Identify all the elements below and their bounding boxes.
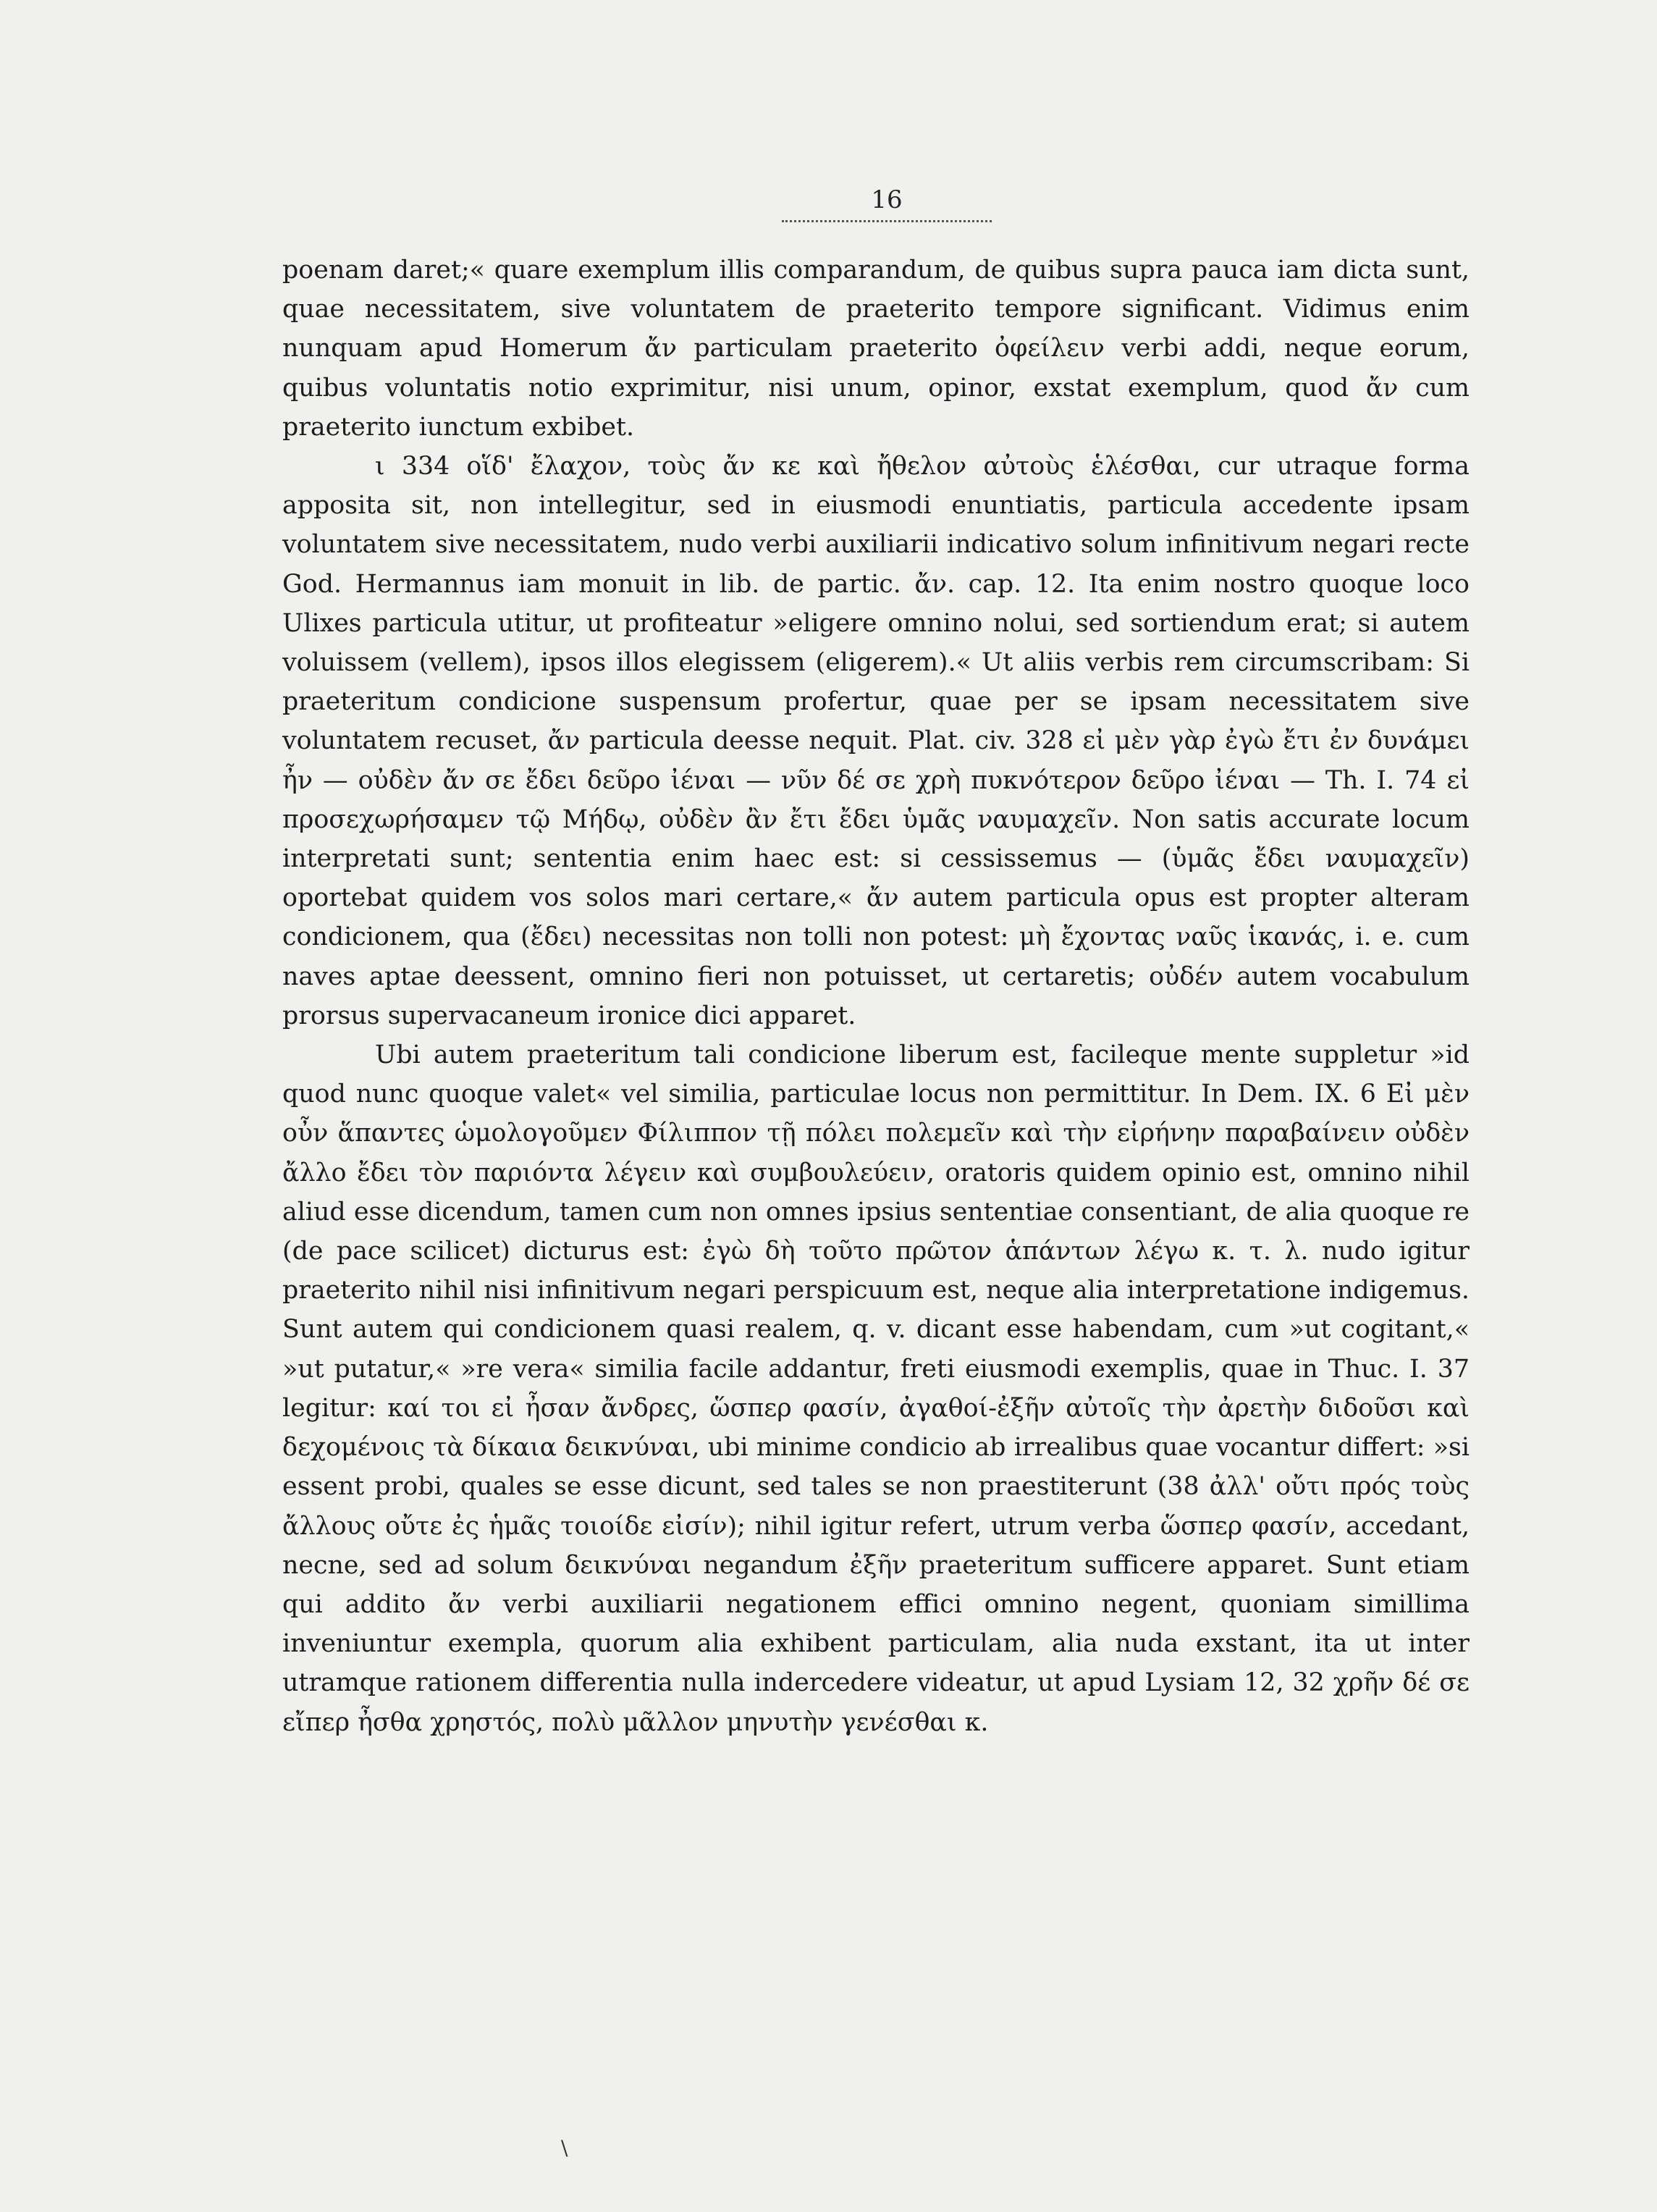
paragraph-2: ι 334 οἵδ' ἔλαχον, τοὺς ἄν κε καὶ ἤθελον αὐτοὺς ἑλέσθαι, cur utraque forma apposita sit, non intellegitur, sed in eiusmodi enuntiatis, particula accedente ipsam voluntatem sive necessitatem, nudo verbi auxiliarii indicativo solum infinitivum negari recte God. Hermannus iam monuit in lib. de partic. ἄν. cap. 12. Ita enim nostro quoque loco Ulixes particula utitur, ut profiteatur »eligere omnino nolui, sed sortiendum erat; si autem voluissem (vellem), ipsos illos elegissem (eligerem).« Ut aliis verbis rem circumscribam: Si praeteritum condicione suspensum profertur, quae per se ipsam necessitatem sive voluntatem recuset, ἄν particula deesse nequit. Plat. civ. 328 εἰ μὲν γὰρ ἐγὼ ἔτι ἐν δυνάμει ἦν — οὐδὲν ἄν σε ἔδει δεῦρο ἰέναι — νῦν δέ σε χρὴ πυκνότερον δεῦρο ἰέναι — Th. I. 74 εἰ προσεχωρήσαμεν τῷ Μήδῳ, οὐδὲν ἂν ἔτι ἔδει ὑμᾶς ναυμαχεῖν. Non satis accurate locum interpretati sunt; sententia enim haec est: si cessissemus — (ὑμᾶς ἔδει ναυμαχεῖν) oportebat quidem vos solos mari certare,« ἄν autem particula opus est propter alteram condicionem, qua (ἔδει) necessitas non tolli non potest: μὴ ἔχοντας ναῦς ἱκανάς, i. e. cum naves aptae deessent, omnino fieri non potuisset, ut certaretis; οὐδέν autem vocabulum prorsus supervacaneum ironice dici apparet. xyxy=(282,452,1470,1030)
paragraph-3: Ubi autem praeteritum tali condicione liberum est, facileque mente suppletur »id quod nunc quoque valet« vel similia, particulae locus non permittitur. In Dem. IX. 6 Εἰ μὲν οὖν ἅπαντες ὡμολογοῦμεν Φίλιππον τῇ πόλει πολεμεῖν καὶ τὴν εἰρήνην παραβαίνειν οὐδὲν ἄλλο ἔδει τὸν παριόντα λέγειν καὶ συμβουλεύειν, oratoris quidem opinio est, omnino nihil aliud esse dicendum, tamen cum non omnes ipsius sententiae consentiant, de alia quoque re (de pace scilicet) dicturus est: ἐγὼ δὴ τοῦτο πρῶτον ἁπάντων λέγω κ. τ. λ. nudo igitur praeterito nihil nisi infinitivum negari perspicuum est, neque alia interpretatione indigemus. Sunt autem qui condicionem quasi realem, q. v. dicant esse habendam, cum »ut cogitant,« »ut putatur,« »re vera« similia facile addantur, freti eiusmodi exemplis, quae in Thuc. I. 37 legitur: καί τοι εἰ ἦσαν ἄνδρες, ὥσπερ φασίν, ἀγαθοί-ἐξῆν αὐτοῖς τὴν ἀρετὴν διδοῦσι καὶ δεχομένοις τὰ δίκαια δεικνύναι, ubi minime condicio ab irrealibus quae vocantur differt: »si essent probi, quales se esse dicunt, sed tales se non praestiterunt (38 ἀλλ' οὔτι πρός τοὺς ἄλλους οὔτε ἐς ἡμᾶς τοιοίδε εἰσίν); nihil igitur refert, utrum verba ὥσπερ φασίν, accedant, necne, sed ad solum δεικνύναι negandum ἐξῆν praeteritum sufficere apparet. Sunt etiam qui addito ἄν verbi auxiliarii negationem effici omnino negent, quoniam simillima inveniuntur exempla, quorum alia exhibent particulam, alia nuda exstant, ita ut inter utramque rationem differentia nulla indercedere videatur, ut apud Lysiam 12, 32 χρῆν δέ σε εἴπερ ἦσθα χρηστός, πολὺ μᾶλλον μηνυτὴν γενέσθαι κ. xyxy=(282,1040,1470,1737)
body-text xyxy=(282,251,1470,1742)
header-rule xyxy=(782,220,992,222)
paragraph-1: poenam daret;« quare exemplum illis comparandum, de quibus supra pauca iam dicta sunt, quae necessitatem, sive voluntatem de praeterito tempore significant. Vidimus enim nunquam apud Homerum ἄν particulam praeterito ὀφείλειν verbi addi, neque eorum, quibus voluntatis notio exprimitur, nisi unum, opinor, exstat exemplum, quod ἄν cum praeterito iunctum exbibet. xyxy=(282,256,1470,442)
page-number: 16 xyxy=(871,185,903,214)
stray-mark: \ xyxy=(561,2136,568,2160)
